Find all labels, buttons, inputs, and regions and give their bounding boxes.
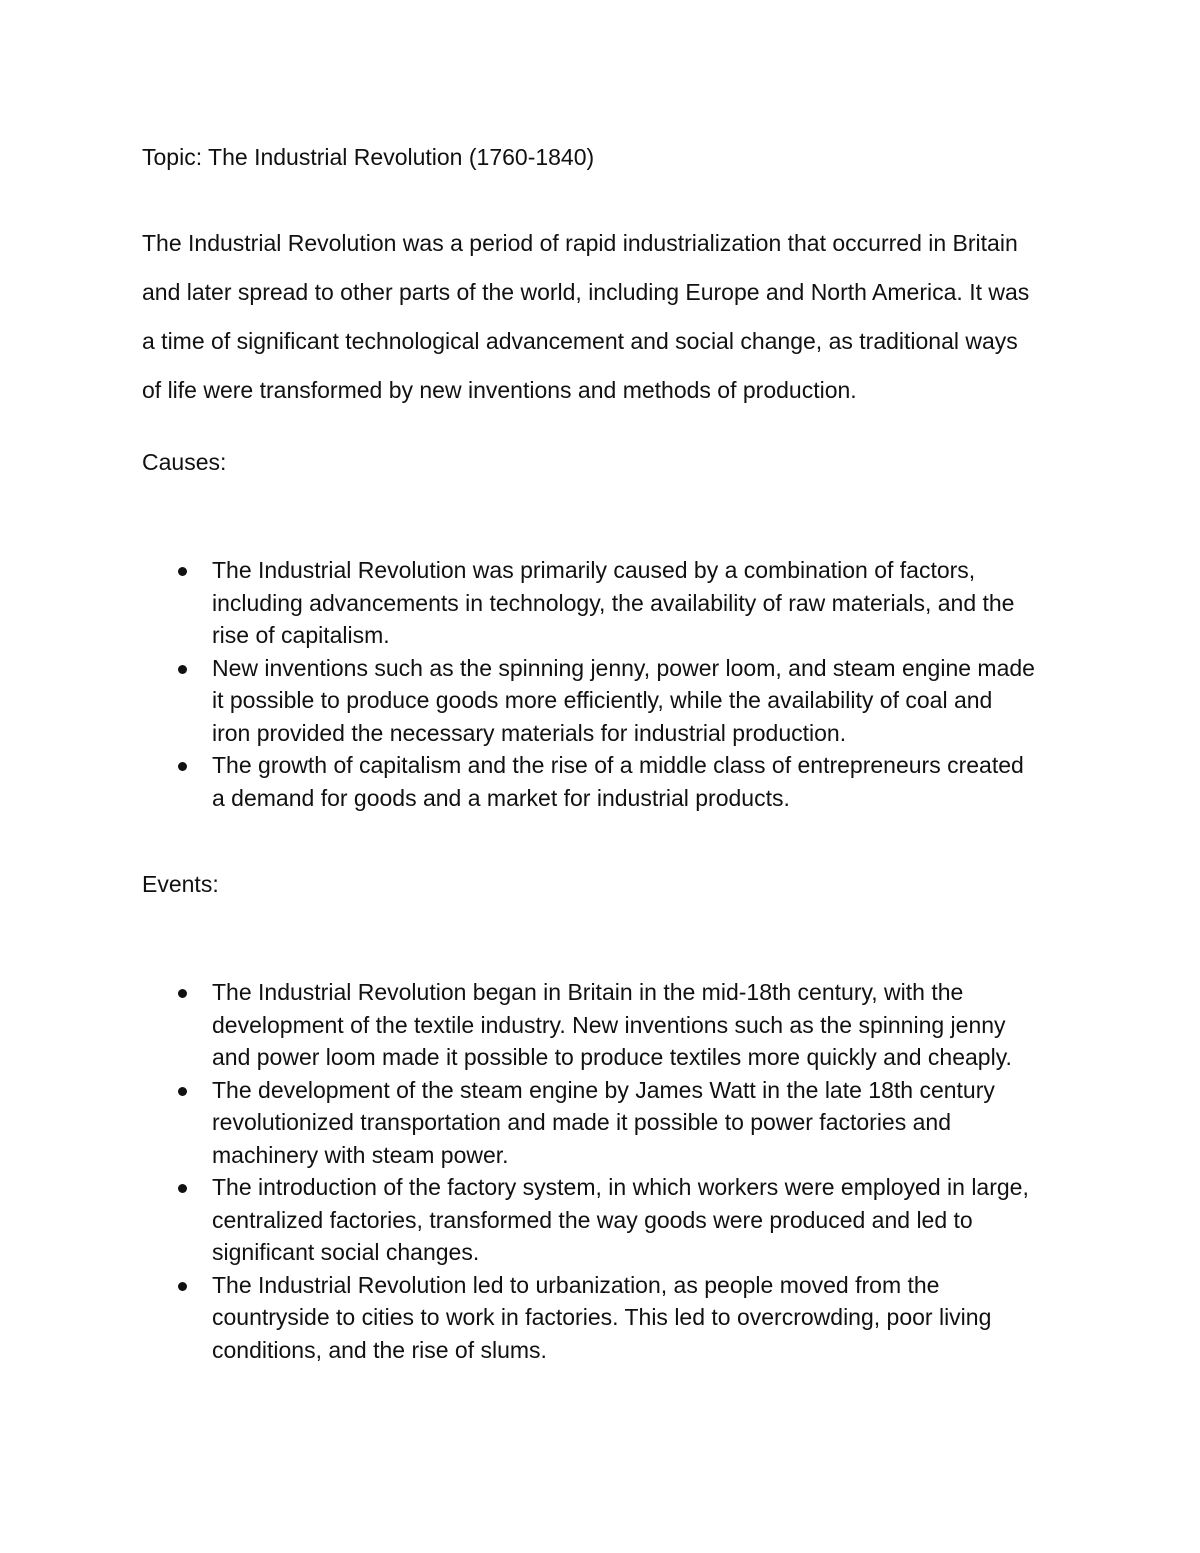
bullet-icon [178,567,187,576]
intro-line: The Industrial Revolution was a period of rapid industrialization that occurred in Britain [142,230,1018,256]
intro-line: a time of significant technological advancement and social change, as traditional ways [142,328,1018,354]
list-item-line: rise of capitalism. [212,622,390,648]
list-item-line: The Industrial Revolution was primarily caused by a combination of factors, [212,557,976,583]
list-item-line: development of the textile industry. New inventions such as the spinning jenny [212,1011,1006,1038]
intro-line: and later spread to other parts of the world, including Europe and North America. It was [142,279,1030,305]
events-list-item [0,1269,1029,1367]
list-item-line: centralized factories, transformed the way goods were produced and led to [212,1206,973,1233]
bullet-icon [178,665,187,674]
list-item-line: The development of the steam engine by James Watt in the late 18th century [212,1076,995,1103]
causes-list-item [0,652,1035,750]
bullet-icon [178,1087,187,1096]
list-item-line: The Industrial Revolution led to urbanization, as people moved from the [212,1271,940,1298]
causes-list-item [0,554,1035,652]
list-item-line: a demand for goods and a market for industrial products. [212,784,790,811]
bullet-icon [178,762,187,771]
causes-list-item [0,749,1035,814]
list-item-line: significant social changes. [212,1239,480,1265]
bullet-icon [178,1184,187,1193]
list-item-line: The growth of capitalism and the rise of a middle class of entrepreneurs created [212,752,1024,778]
list-item-line: it possible to produce goods more efficiently, while the availability of coal and [212,687,993,713]
bullet-icon [178,989,187,998]
topic-title: Topic: The Industrial Revolution (1760-1840) [142,144,595,170]
causes-list [0,554,1035,814]
intro-line: of life were transformed by new inventions and methods of production. [142,377,857,403]
list-item-line: The introduction of the factory system, in which workers were employed in large, [212,1174,1029,1200]
list-item-line: conditions, and the rise of slums. [212,1336,547,1363]
list-item-line: including advancements in technology, the availability of raw materials, and the [212,589,1015,616]
events-list-item [0,1074,1029,1172]
list-item-line: iron provided the necessary materials for industrial production. [212,719,847,746]
bullet-icon [178,1282,187,1291]
causes-heading: Causes: [142,449,227,475]
events-list-item [0,1171,1029,1269]
list-item-line: countryside to cities to work in factories. This led to overcrowding, poor living [212,1304,992,1330]
intro-paragraph [142,219,1072,415]
events-heading: Events: [142,871,219,897]
list-item-line: The Industrial Revolution began in Britain in the mid-18th century, with the [212,979,964,1005]
list-item-line: and power loom made it possible to produce textiles more quickly and cheaply. [212,1044,1012,1070]
events-list [0,976,1029,1366]
list-item-line: New inventions such as the spinning jenny, power loom, and steam engine made [212,654,1035,681]
events-list-item [0,976,1029,1074]
list-item-line: machinery with steam power. [212,1141,509,1168]
list-item-line: revolutionized transportation and made it possible to power factories and [212,1109,951,1135]
